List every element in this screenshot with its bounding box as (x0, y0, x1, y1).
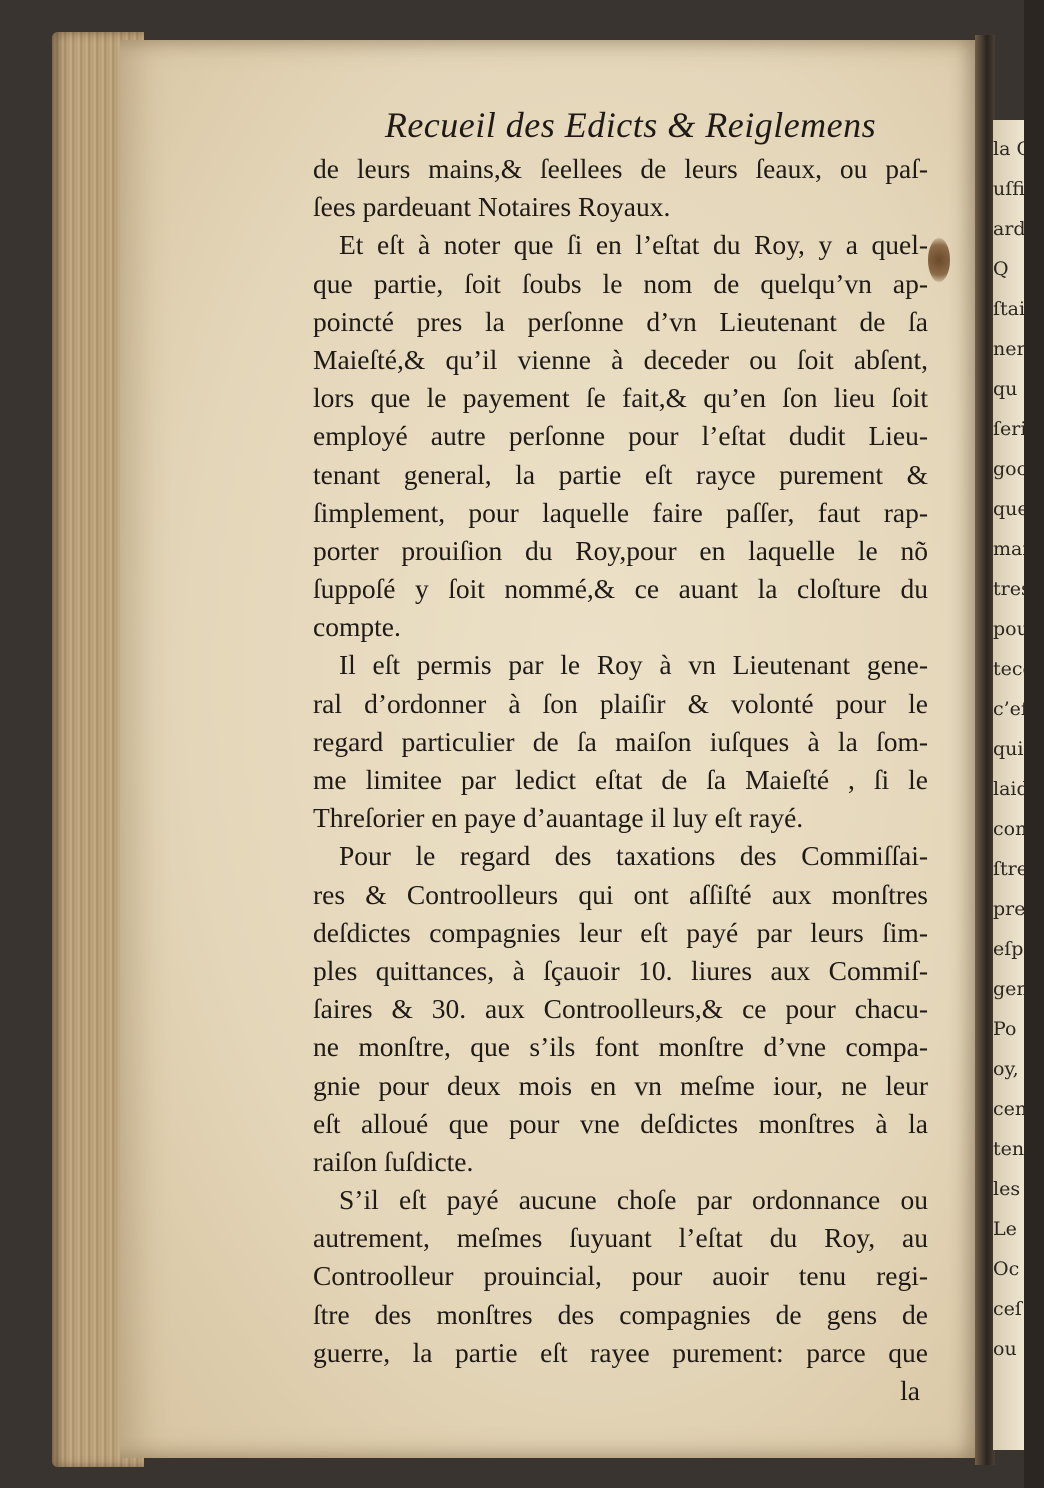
facing-page-fragment: ceſ (993, 1298, 1022, 1320)
facing-page-fragment: tece (993, 658, 1034, 680)
facing-page-fragment: Po (993, 1018, 1017, 1040)
facing-page-fragment: pre (993, 898, 1026, 920)
facing-page-fragment: laid (993, 778, 1029, 800)
text-line: ral d’ordonner à ſon plaiſir & volonté pour le (313, 687, 928, 719)
text-line: porter prouiſion du Roy,pour en laquelle le nõ (313, 534, 928, 566)
text-line: ples quittances, à ſçauoir 10. liures aux Commiſ- (313, 954, 928, 986)
text-line: ne monſtre, que s’ils font monſtre d’vne compa- (313, 1031, 928, 1063)
facing-page-fragment: ner (993, 338, 1026, 360)
text-lines (313, 150, 928, 1372)
text-line: ſaires & 30. aux Controolleurs,& ce pour chacu- (313, 993, 928, 1025)
facing-page-fragment: ſeri (993, 418, 1027, 440)
text-line: guerre, la partie eſt rayee purement: parce que (313, 1336, 928, 1368)
facing-page-fragment: ſtain (993, 298, 1038, 320)
text-line: ſimplement, pour laquelle faire paſſer, faut rap- (313, 496, 928, 528)
facing-page-fragment: ſtre (993, 858, 1028, 880)
facing-page-fragment: Oc (993, 1258, 1020, 1280)
text-line: S’il eſt payé aucune choſe par ordonnance ou (339, 1184, 928, 1216)
facing-page-fragment: que (993, 498, 1029, 520)
text-line: Maieſté,& qu’il vienne à deceder ou ſoit abſent, (313, 343, 928, 375)
facing-page-fragment: eſp (993, 938, 1024, 960)
ink-stain (928, 238, 950, 282)
facing-page-fragment: gen (993, 978, 1029, 1000)
text-line: eſt alloué que pour vne deſdictes monſtres à la (313, 1107, 928, 1139)
text-line: me limitee par ledict eſtat de ſa Maieſté , ſi le (313, 764, 928, 795)
text-line: Il eſt permis par le Roy à vn Lieutenant gene- (339, 649, 928, 681)
text-line: de leurs mains,& ſeellees de leurs ſeaux, ou paſ- (313, 153, 928, 184)
book-gutter (975, 35, 995, 1465)
facing-page-fragment: tener (993, 1138, 1044, 1160)
facing-page-fragment: mais (993, 538, 1039, 560)
facing-page-fragment: les (993, 1178, 1021, 1200)
text-line: ſees pardeuant Notaires Royaux. (313, 191, 671, 223)
text-line: res & Controolleurs qui ont aſſiſté aux monſtres (313, 878, 928, 910)
text-line: que partie, ſoit ſoubs le nom de quelqu’vn ap- (313, 267, 928, 299)
text-line: Threſorier en paye d’auantage il luy eſt rayé. (313, 802, 804, 834)
text-line: gnie pour deux mois en vn meſme iour, ne leur (313, 1069, 928, 1101)
facing-page-fragment: ou (993, 1338, 1017, 1360)
facing-page-fragment: la Ch (993, 138, 1044, 160)
facing-page-fragment: uſfi (993, 178, 1025, 200)
facing-page-edge (993, 120, 1044, 1450)
text-line: ſuppoſé y ſoit nommé,& ce auant la cloſture du (313, 573, 928, 605)
facing-page-fragment: ard (993, 218, 1026, 240)
text-line: tenant general, la partie eſt rayce purement & (313, 458, 928, 490)
page-text (313, 100, 928, 1410)
facing-page-fragment: pou (993, 618, 1029, 640)
text-line: regard particulier de ſa maiſon iuſques à la ſom- (313, 725, 928, 757)
facing-page-fragment: tres (993, 578, 1031, 600)
running-head: Recueil des Edicts & Reiglemens (384, 105, 877, 145)
text-line: lors que le payement ſe fait,& qu’en ſon lieu ſoit (313, 382, 928, 414)
facing-page-fragment: qui (993, 738, 1024, 760)
facing-page-fragment: oy, (993, 1058, 1019, 1080)
facing-page-fragment: com (993, 818, 1034, 840)
facing-page-fragment: cen (993, 1098, 1028, 1120)
text-line: deſdictes compagnies leur eſt payé par leurs ſim- (313, 916, 928, 948)
facing-page-fragment: Q (993, 258, 1009, 280)
facing-page-fragment: goc (993, 458, 1028, 480)
text-line: Controolleur prouincial, pour auoir tenu regi- (313, 1260, 928, 1292)
text-line: compte. (313, 611, 401, 643)
text-line: employé autre perſonne pour l’eſtat dudit Lieu- (313, 420, 928, 452)
text-line: autrement, meſmes ſuyuant l’eſtat du Roy, au (313, 1222, 928, 1254)
text-line: Pour le regard des taxations des Commiſſai- (339, 840, 928, 872)
catchword: la (900, 1375, 920, 1406)
facing-page-fragment: Le (993, 1218, 1017, 1240)
text-line: Et eſt à noter que ſi en l’eſtat du Roy, y a quel- (339, 229, 928, 261)
facing-page-fragment: c’eſt (993, 698, 1036, 720)
text-line: ſtre des monſtres des compagnies de gens de (313, 1298, 928, 1330)
facing-page-fragment: qu (993, 378, 1018, 400)
text-line: poincté pres la perſonne d’vn Lieutenant de ſa (313, 305, 928, 337)
text-line: raiſon ſuſdicte. (313, 1145, 474, 1177)
